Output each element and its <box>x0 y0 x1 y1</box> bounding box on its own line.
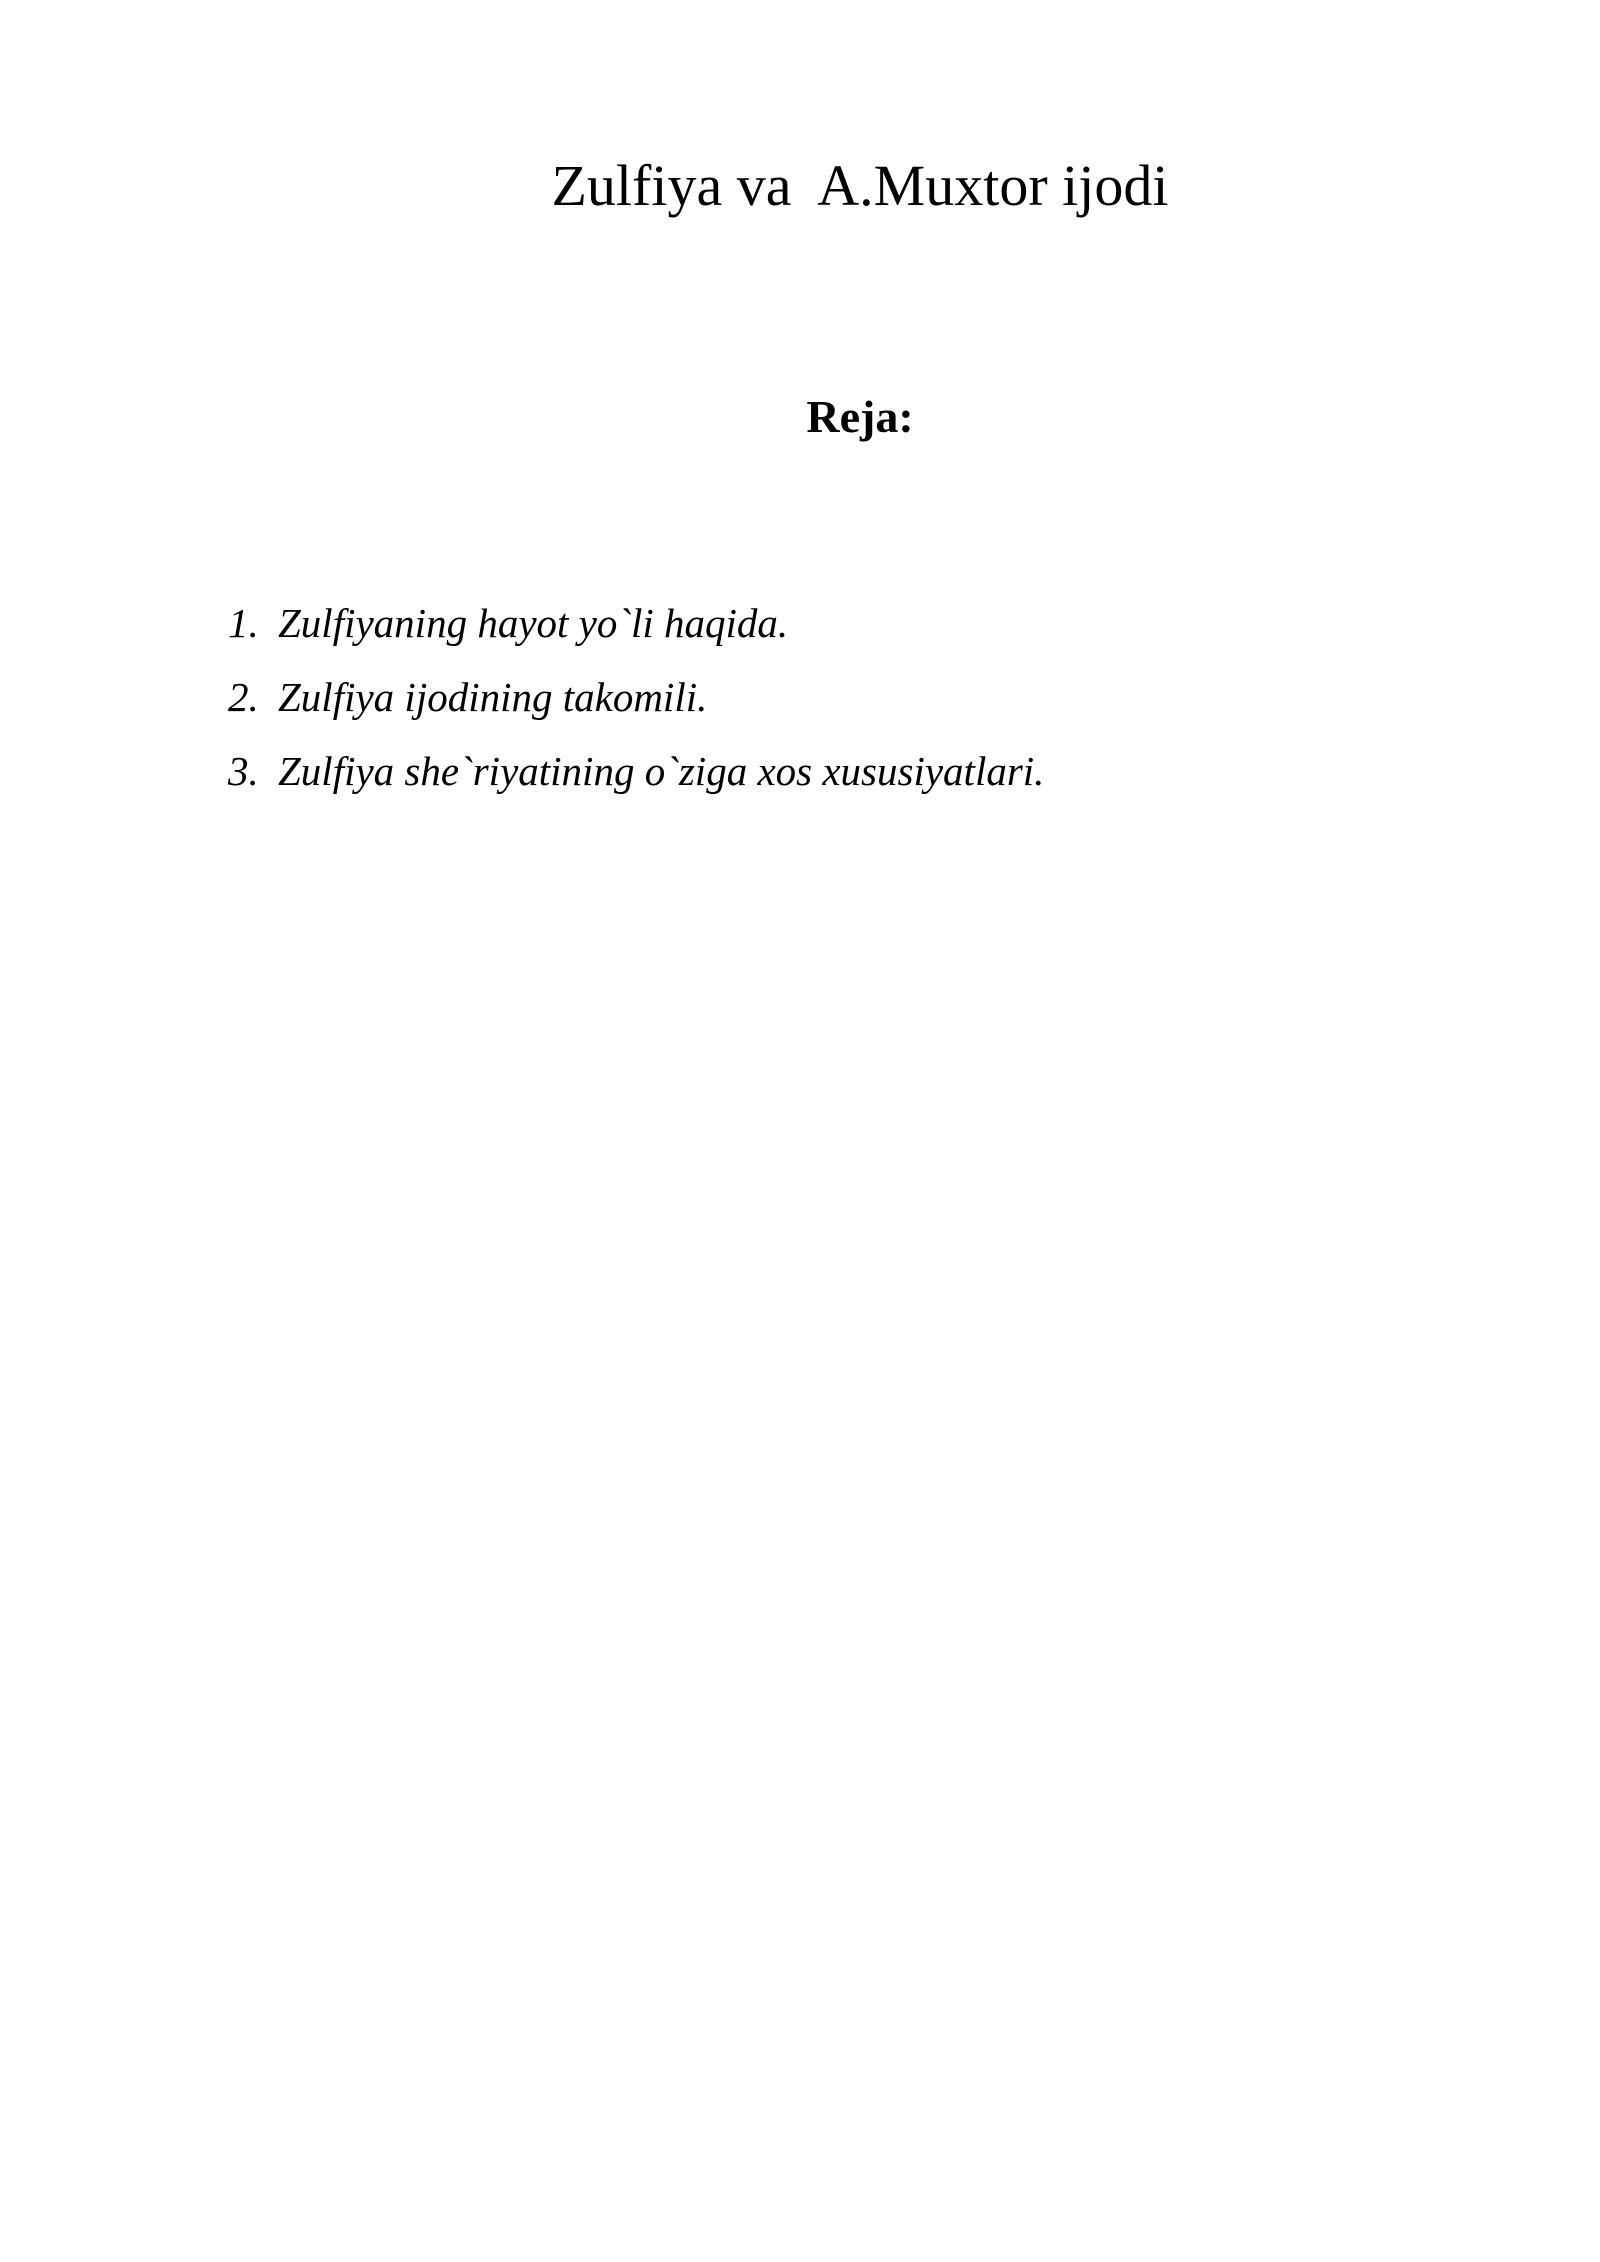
plan-heading: Reja: <box>806 391 914 442</box>
plan-item-number: 1. <box>228 600 259 646</box>
plan-item-text: Zulfiya she`riyatining o`ziga xos xususiyatlari. <box>278 748 1045 794</box>
document-title: Zulfiya va A.Muxtor ijodi <box>551 153 1169 218</box>
plan-list <box>228 598 1044 820</box>
plan-item-number: 3. <box>228 748 259 794</box>
plan-item-2 <box>228 672 1044 746</box>
plan-item-3 <box>228 746 1044 820</box>
plan-item-text: Zulfiyaning hayot yo`li haqida. <box>278 600 789 646</box>
plan-item-1 <box>228 598 1044 672</box>
plan-item-text: Zulfiya ijodining takomili. <box>278 674 708 720</box>
plan-item-number: 2. <box>228 674 259 720</box>
